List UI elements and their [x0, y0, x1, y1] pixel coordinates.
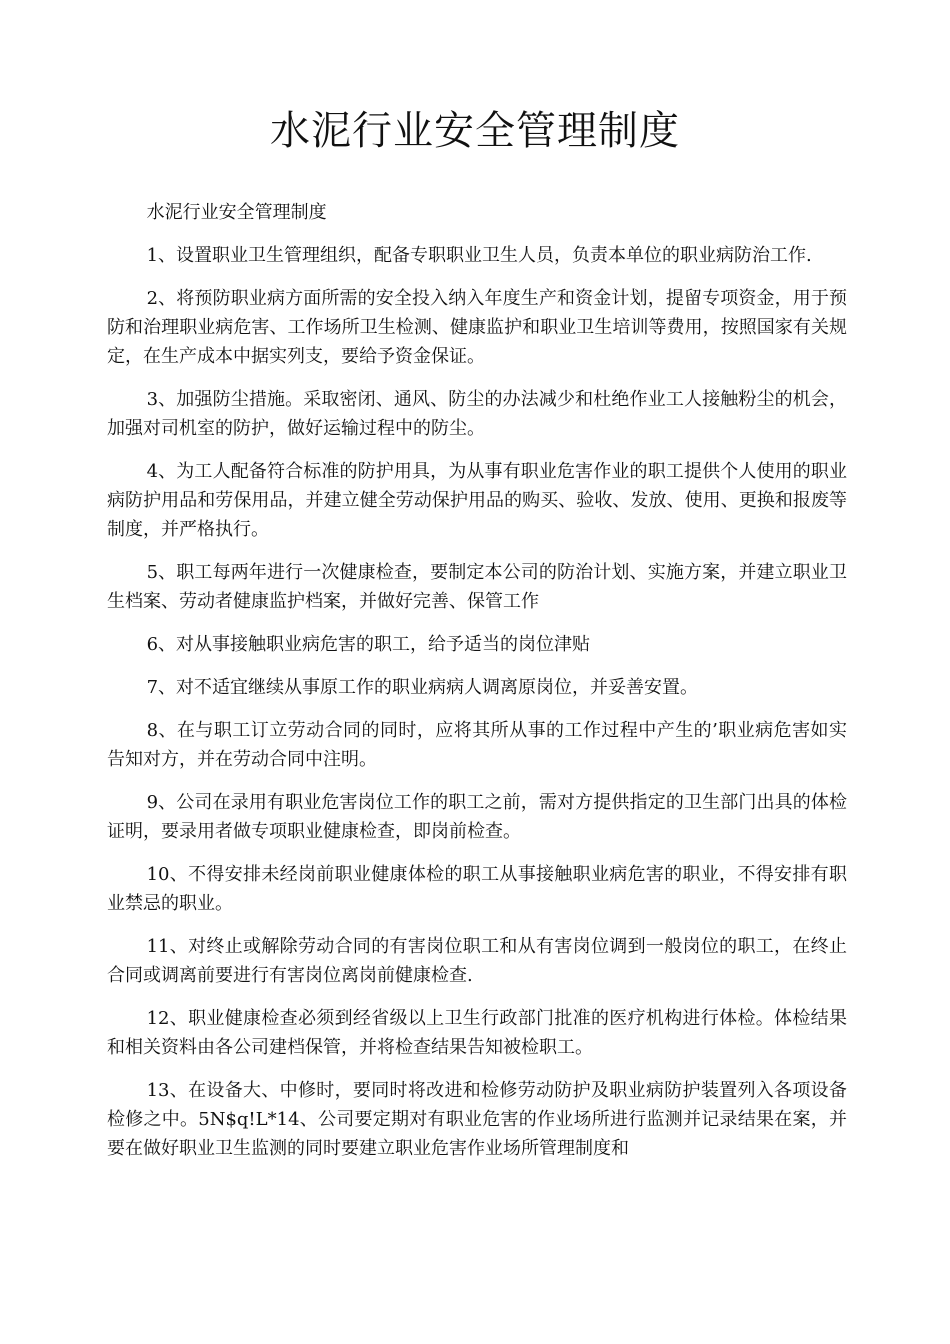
paragraph-9: 9、公司在录用有职业危害岗位工作的职工之前，需对方提供指定的卫生部门出具的体检证明，要录用者做专项职业健康检查，即岗前检查。	[107, 792, 847, 842]
paragraph-12: 12、职业健康检查必须到经省级以上卫生行政部门批准的医疗机构进行体检。体检结果和相关资料由各公司建档保管，并将检查结果告知被检职工。	[107, 1008, 847, 1058]
paragraph-7: 7、对不适宜继续从事原工作的职业病病人调离原岗位，并妥善安置。	[146, 677, 699, 698]
document-title: 水泥行业安全管理制度	[270, 108, 680, 154]
paragraph-1: 1、设置职业卫生管理组织，配备专职职业卫生人员，负责本单位的职业病防治工作.	[146, 245, 812, 266]
paragraph-4: 4、为工人配备符合标准的防护用具，为从事有职业危害作业的职工提供个人使用的职业病防护用品和劳保用品，并建立健全劳动保护用品的购买、验收、发放、使用、更换和报废等制度，并严格执行。	[107, 461, 847, 540]
paragraph-5: 5、职工每两年进行一次健康检查，要制定本公司的防治计划、实施方案，并建立职业卫生档案、劳动者健康监护档案，并做好完善、保管工作	[107, 562, 847, 612]
paragraph-10: 10、不得安排未经岗前职业健康体检的职工从事接触职业病危害的职业，不得安排有职业禁忌的职业。	[107, 864, 847, 914]
paragraph-2: 2、将预防职业病方面所需的安全投入纳入年度生产和资金计划，提留专项资金，用于预防和治理职业病危害、工作场所卫生检测、健康监护和职业卫生培训等费用，按照国家有关规定，在生产成本中据实列支，要给予资金保证。	[107, 288, 847, 367]
paragraph-8: 8、在与职工订立劳动合同的同时，应将其所从事的工作过程中产生的’职业病危害如实告知对方，并在劳动合同中注明。	[107, 720, 847, 770]
paragraph-11: 11、对终止或解除劳动合同的有害岗位职工和从有害岗位调到一般岗位的职工，在终止合同或调离前要进行有害岗位离岗前健康检查.	[107, 936, 847, 986]
document-body	[107, 198, 847, 1177]
paragraph-6: 6、对从事接触职业病危害的职工，给予适当的岗位津贴	[146, 634, 591, 655]
paragraph-subtitle: 水泥行业安全管理制度	[146, 202, 327, 223]
paragraph-13: 13、在设备大、中修时，要同时将改进和检修劳动防护及职业病防护装置列入各项设备检修之中。5N$q!L*14、公司要定期对有职业危害的作业场所进行监测并记录结果在案，并要在做好职业卫生监测的同时要建立职业危害作业场所管理制度和	[107, 1080, 847, 1159]
paragraph-3: 3、加强防尘措施。采取密闭、通风、防尘的办法减少和杜绝作业工人接触粉尘的机会，加强对司机室的防护，做好运输过程中的防尘。	[107, 389, 847, 439]
